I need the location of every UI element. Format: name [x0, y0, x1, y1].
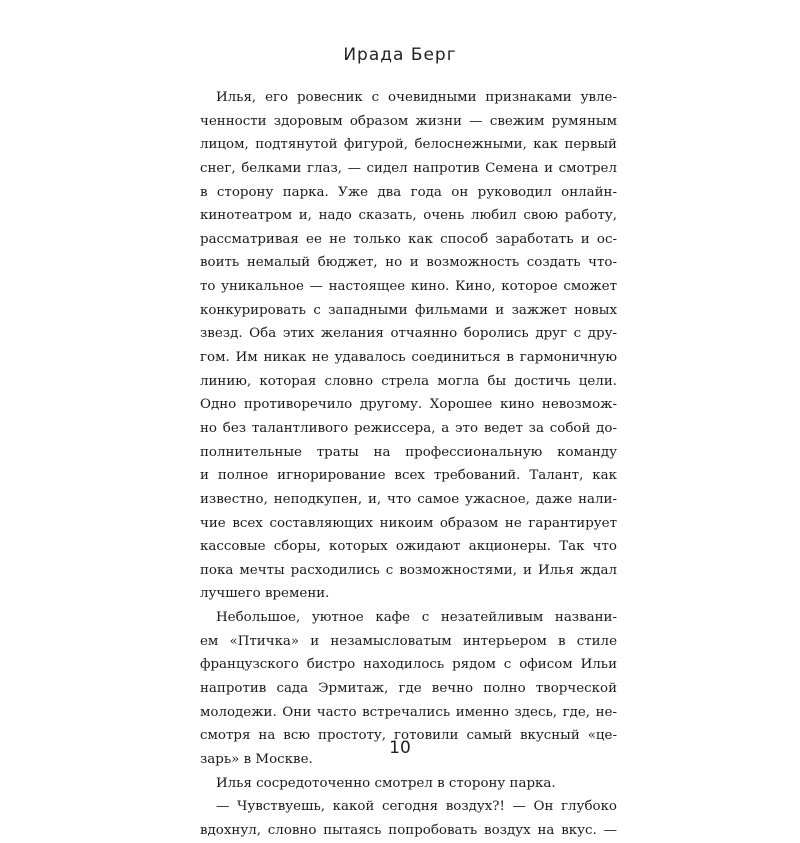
- text-line: звезд. Оба этих желания отчаянно боролись друг с дру-: [200, 326, 617, 342]
- text-line: ем «Птичка» и незамысловатым интерьером в стиле: [200, 633, 617, 649]
- text-line: снег, белками глаз, — сидел напротив Семена и смотрел: [200, 160, 617, 176]
- text-line: молодежи. Они часто встречались именно здесь, где, не-: [200, 704, 617, 720]
- running-head-author: Ирада Берг: [343, 45, 457, 65]
- text-line: пока мечты расходились с возможностями, и Илья ждал: [200, 562, 617, 578]
- paragraph: [200, 86, 617, 606]
- text-line: и полное игнорирование всех требований. Талант, как: [200, 468, 617, 484]
- text-line: полнительные траты на профессиональную команду: [200, 444, 617, 460]
- text-line: лицом, подтянутой фигурой, белоснежными, как первый: [200, 137, 617, 153]
- text-line: конкурировать с западными фильмами и зажжет новых: [200, 302, 617, 318]
- text-line: воить немалый бюджет, но и возможность создать что-: [200, 255, 617, 271]
- text-line: Илья сосредоточенно смотрел в сторону парка.: [216, 775, 556, 791]
- text-line: смотря на всю простоту, готовили самый вкусный «це-: [200, 728, 617, 744]
- text-line: Небольшое, уютное кафе с незатейливым названи-: [216, 610, 617, 626]
- text-line: Одно противоречило другому. Хорошее кино невозмож-: [200, 397, 617, 413]
- text-line: рассматривая ее не только как способ заработать и ос-: [200, 231, 617, 247]
- text-line: ченности здоровым образом жизни — свежим румяным: [200, 113, 617, 129]
- text-line: — Чувствуешь, какой сегодня воздух?! — Он глубоко: [216, 799, 617, 815]
- text-line: лучшего времени.: [200, 586, 330, 602]
- text-line: в сторону парка. Уже два года он руководил онлайн-: [200, 184, 617, 200]
- body-text: [200, 86, 617, 843]
- text-line: французского бистро находилось рядом с офисом Ильи: [200, 657, 617, 673]
- page-number: 10: [389, 738, 411, 758]
- text-line: то уникальное — настоящее кино. Кино, которое сможет: [200, 279, 617, 295]
- paragraph: [200, 795, 617, 842]
- text-line: гом. Им никак не удавалось соединиться в гармоничную: [200, 350, 617, 366]
- paragraph: [200, 772, 617, 796]
- text-line: чие всех составляющих никоим образом не гарантирует: [200, 515, 617, 531]
- text-line: напротив сада Эрмитаж, где вечно полно творческой: [200, 681, 617, 697]
- text-line: зарь» в Москве.: [200, 751, 313, 767]
- text-line: известно, неподкупен, и, что самое ужасное, даже нали-: [200, 491, 617, 507]
- text-line: линию, которая словно стрела могла бы достичь цели.: [200, 373, 617, 389]
- text-line: вдохнул, словно пытаясь попробовать воздух на вкус. —: [200, 822, 617, 838]
- text-line: но без талантливого режиссера, а это ведет за собой до-: [200, 420, 617, 436]
- text-line: Илья, его ровесник с очевидными признаками увле-: [216, 90, 617, 105]
- text-line: кинотеатром и, надо сказать, очень любил свою работу,: [200, 208, 617, 224]
- text-line: кассовые сборы, которых ожидают акционеры. Так что: [200, 539, 617, 555]
